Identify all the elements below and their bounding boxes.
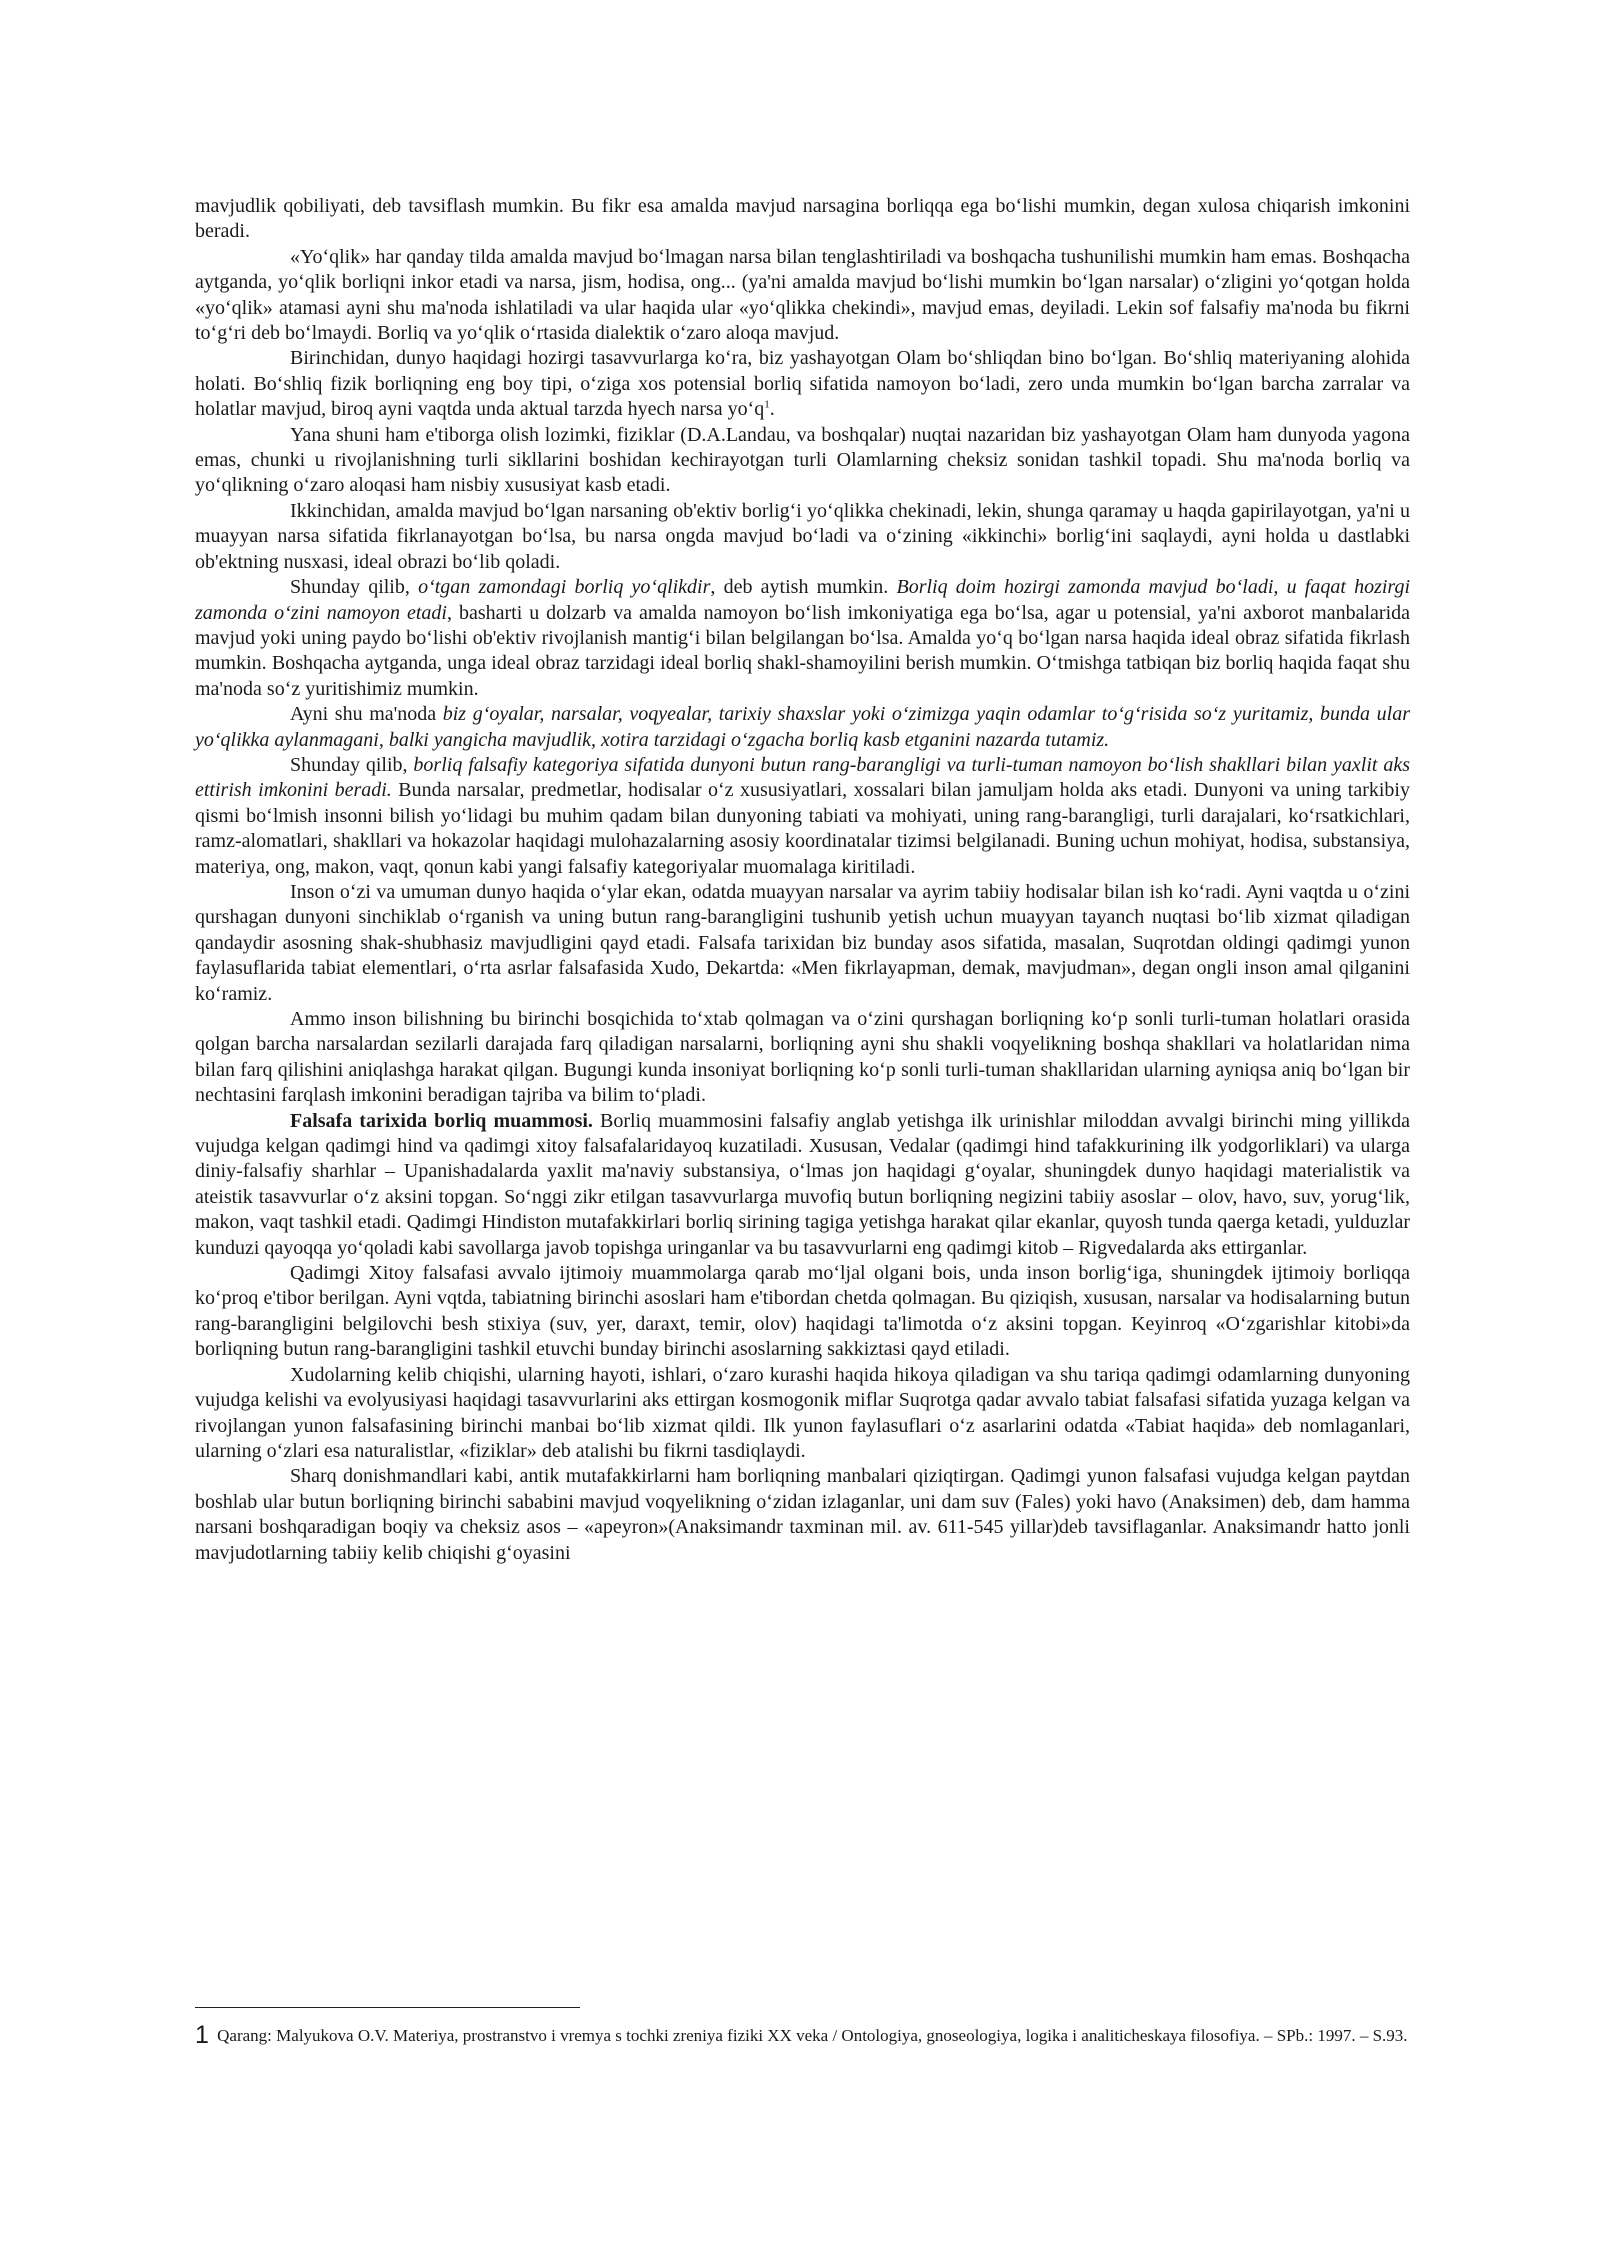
italic-text: biz gʻoyalar, narsalar, voqyealar, tarixiy shaxslar yoki oʻzimizga yaqin odamlar toʻgʻrisida soʻz yuritamiz, bunda ular yoʻqlikka aylanmagani, balki yangicha mavjudlik, xotira tarzidagi oʻzgacha borliq kasb etganini nazarda tutamiz. xyxy=(195,703,1410,751)
text-run: Borliq muammosini falsafiy anglab yetishga ilk urinishlar miloddan avvalgi birinchi ming yillikda vujudga kelgan qadimgi hind va qadimgi xitoy falsafalaridayoq kuzatiladi. Xususan, Vedalar (qadimgi hind tafakkurining ilk yodgorliklari) va ularga diniy-falsafiy sharhlar – Upanishadalarda yaxlit ma'naviy substansiya, oʻlmas jon haqidagi gʻoyalar, shuningdek dunyo haqidagi materialistik va ateistik tasavvurlar oʻz aksini topgan. Soʻnggi zikr etilgan tasavvurlarga muvofiq butun borliqning negizini tabiiy asoslar – olov, havo, suv, yorugʻlik, makon, vaqt tashkil etadi. Qadimgi Hindiston mutafakkirlari borliq sirining tagiga yetishga harakat qilar ekanlar, quyosh tunda qaerga ketadi, yulduzlar kunduzi qayoqqa yoʻqoladi kabi savollarga javob topishga uringanlar va bu tasavvurlarni eng qadimgi kitob – Rigvedalarda aks ettirganlar. xyxy=(195,1109,1410,1259)
paragraph xyxy=(195,499,1410,575)
section-heading: Falsafa tarixida borliq muammosi. xyxy=(290,1109,593,1132)
footnote-text: Qarang: Malyukova O.V. Materiya, prostranstvo i vremya s tochki zreniya fiziki XX veka / Ontologiya, gnoseologiya, logika i analiticheskaya filosofiya. – SPb.: 1997. – S.93. xyxy=(217,2026,1408,2045)
paragraph xyxy=(195,1363,1410,1465)
text-run: , basharti u dolzarb va amalda namoyon boʻlish imkoniyatiga ega boʻlsa, agar u potensial, ya'ni axborot manbalarida mavjud yoki uning paydo boʻlishi ob'ektiv rivojlanish mantigʻi bilan belgilangan boʻlsa. Amalda yoʻq boʻlgan narsa haqida ideal obraz sifatida fikrlash mumkin. Boshqacha aytganda, unga ideal obraz tarzidagi ideal borliq shakl-shamoyilini berish mumkin. Oʻtmishga tatbiqan biz borliq haqida faqat shu ma'noda soʻz yuritishimiz mumkin. xyxy=(195,601,1411,700)
text-run: Sharq donishmandlari kabi, antik mutafakkirlarni ham borliqning manbalari qiziqtirgan. Qadimgi yunon falsafasi vujudga kelgan paytdan boshlab ular butun borliqning birinchi sababini mavjud voqyelikning oʻzidan izlaganlar, uni dam suv (Fales) yoki havo (Anaksimen) deb, dam hamma narsani boshqaradigan boqiy va cheksiz asos – «apeyron»(Anaksimandr taxminan mil. av. 611-545 yillar)deb tavsiflaganlar. Anaksimandr hatto jonli mavjudotlarning tabiiy kelib chiqishi gʻoyasini xyxy=(195,1465,1410,1564)
paragraph xyxy=(195,1007,1410,1109)
text-run: Ammo inson bilishning bu birinchi bosqichida toʻxtab qolmagan va oʻzini qurshagan borliqning koʻp sonli turli-tuman holatlari orasida qolgan barcha narsalardan sezilarli darajada farq qiladigan narsalarni, borliqning ayni shu shakli voqyelikning boshqa shakllari va holatlaridan nima bilan farq qilishini aniqlashga harakat qilgan. Bugungi kunda insoniyat borliqning koʻp sonli turli-tuman shakllaridan ularning ayniqsa aniq boʻlgan bir nechtasini farqlash imkonini beradigan tajriba va bilim toʻpladi. xyxy=(195,1008,1410,1107)
text-run: Yana shuni ham e'tiborga olish lozimki, fiziklar (D.A.Landau, va boshqalar) nuqtai nazaridan biz yashayotgan Olam ham dunyoda yagona emas, chunki u rivojlanishning turli sikllarini boshidan kechirayotgan turli Olamlarning cheksiz sonidan tashkil topadi. Shu ma'noda borliq va yoʻqlikning oʻzaro aloqasi ham nisbiy xususiyat kasb etadi. xyxy=(195,423,1410,497)
text-run: Shunday qilib, xyxy=(290,576,419,599)
text-run: . xyxy=(769,398,775,421)
paragraph xyxy=(195,1464,1410,1566)
paragraph xyxy=(195,423,1410,499)
text-run: Ayni shu ma'noda xyxy=(290,703,443,726)
footnote-separator xyxy=(195,2007,580,2008)
paragraph xyxy=(195,194,1410,245)
footnote xyxy=(195,2022,1410,2049)
paragraph xyxy=(195,1109,1410,1261)
text-run: , deb aytish mumkin. xyxy=(710,576,897,599)
italic-text: Borliq doim hozirgi zamonda mavjud boʻladi, u faqat hozirgi zamonda oʻzini namoyon etadi xyxy=(195,576,1411,624)
footnote-number: 1 xyxy=(195,2021,209,2049)
italic-text: borliq falsafiy kategoriya sifatida dunyoni butun rang-barangligi va turli-tuman namoyon boʻlish shakllari bilan yaxlit aks ettirish imkonini beradi. xyxy=(195,753,1411,802)
paragraph xyxy=(195,346,1410,422)
document-body xyxy=(195,194,1410,1566)
paragraph xyxy=(195,753,1410,880)
paragraph xyxy=(195,880,1410,1007)
italic-text: oʻtgan zamondagi borliq yoʻqlikdir xyxy=(418,576,711,599)
paragraph xyxy=(195,245,1410,347)
text-run: Xudolarning kelib chiqishi, ularning hayoti, ishlari, oʻzaro kurashi haqida hikoya qiladigan va shu tariqa qadimgi odamlarning dunyoning vujudga kelishi va evolyusiyasi haqidagi tasavvurlarini aks ettirgan kosmogonik miflar Suqrotga qadar avvalo tabiat falsafasi sifatida yuzaga kelgan va rivojlangan yunon falsafasining birinchi manbai boʻlib xizmat qildi. Ilk yunon faylasuflari oʻz asarlarini odatda «Tabiat haqida» deb nomlaganlari, ularning oʻzlari esa naturalistlar, «fiziklar» deb atalishi bu fikrni tasdiqlaydi. xyxy=(195,1363,1410,1462)
text-run: Birinchidan, dunyo haqidagi hozirgi tasavvurlarga koʻra, biz yashayotgan Olam boʻshliqdan bino boʻlgan. Boʻshliq materiyaning alohida holati. Boʻshliq fizik borliqning eng boy tipi, oʻziga xos potensial borliq sifatida namoyon boʻladi, zero unda mumkin boʻlgan barcha zarralar va holatlar mavjud, biroq ayni vaqtda unda aktual tarzda hyech narsa yoʻq xyxy=(195,347,1410,421)
text-run: Qadimgi Xitoy falsafasi avvalo ijtimoiy muammolarga qarab moʻljal olgani bois, unda inson borligʻiga, shuningdek ijtimoiy borliqqa koʻproq e'tibor berilgan. Ayni vqtda, tabiatning birinchi asoslari ham e'tibordan chetda qolmagan. Bu qiziqish, xususan, narsalar va hodisalarning butun rang-barangligini belgilovchi besh stixiya (suv, yer, daraxt, temir, olov) haqidagi ta'limotda oʻz aksini topgan. Keyinroq «Oʻzgarishlar kitobi»da borliqning butun rang-barangligini tashkil etuvchi bunday birinchi asoslarning sakkiztasi qayd etiladi. xyxy=(195,1262,1410,1361)
text-run: mavjudlik qobiliyati, deb tavsiflash mumkin. Bu fikr esa amalda mavjud narsagina borliqqa ega boʻlishi mumkin, degan xulosa chiqarish imkonini beradi. xyxy=(195,195,1410,243)
text-run: Bunda narsalar, predmetlar, hodisalar oʻz xususiyatlari, xossalari bilan jamuljam holda aks etadi. Dunyoni va uning tarkibiy qismi boʻlmish insonni bilish yoʻlidagi bu muhim qadam bilan dunyoning tabiati va mohiyati, uning rang-barangligi, turli darajalari, koʻrsatkichlari, ramz-alomatlari, shakllari va hokazolar haqidagi mulohazalarning asosiy koordinatalar tizimsi belgilanadi. Buning uchun mohiyat, hodisa, substansiya, materiya, ong, makon, vaqt, qonun kabi yangi falsafiy kategoriyalar muomalaga kiritiladi. xyxy=(195,779,1410,878)
footnote-ref: 1 xyxy=(764,398,770,411)
text-run: Ikkinchidan, amalda mavjud boʻlgan narsaning ob'ektiv borligʻi yoʻqlikka chekinadi, lekin, shunga qaramay u haqda gapirilayotgan, ya'ni u muayyan narsa sifatida fikrlanayotgan boʻlsa, bu narsa ongda mavjud boʻladi va oʻzining «ikkinchi» borligʻini saqlaydi, ayni holda u dastlabki ob'ektning nusxasi, ideal obrazi boʻlib qoladi. xyxy=(195,499,1410,573)
text-run: «Yoʻqlik» har qanday tilda amalda mavjud boʻlmagan narsa bilan tenglashtiriladi va boshqacha tushunilishi mumkin ham emas. Boshqacha aytganda, yoʻqlik borliqni inkor etadi va narsa, jism, hodisa, ong... (ya'ni amalda mavjud boʻlishi mumkin boʻlgan narsalar) oʻzligini yoʻqotgan holda «yoʻqlik» atamasi ayni shu ma'noda ishlatiladi va ular haqida ular «yoʻqlikka chekindi», mavjud emas, deyiladi. Lekin sof falsafiy ma'noda bu fikrni toʻgʻri deb boʻlmaydi. Borliq va yoʻqlik oʻrtasida dialektik oʻzaro aloqa mavjud. xyxy=(195,245,1410,345)
text-run: Shunday qilib, xyxy=(290,753,414,776)
text-run: Inson oʻzi va umuman dunyo haqida oʻylar ekan, odatda muayyan narsalar va ayrim tabiiy hodisalar bilan ish koʻradi. Ayni vaqtda u oʻzini qurshagan dunyoni sinchiklab oʻrganish va uning butun rang-barangligini tushunib yetish uchun muayyan tayanch nuqtasi boʻlib xizmat qiladigan qandaydir asosning shak-shubhasiz mavjudligini qayd etadi. Falsafa tarixidan biz bunday asos sifatida, masalan, Suqrotdan oldingi qadimgi yunon faylasuflarida tabiat elementlari, oʻrta asrlar falsafasida Xudo, Dekartda: «Men fikrlayapman, demak, mavjudman», degan ongli inson amal qilganini koʻramiz. xyxy=(195,880,1410,1005)
paragraph xyxy=(195,575,1410,702)
paragraph xyxy=(195,1261,1410,1363)
paragraph xyxy=(195,702,1410,753)
